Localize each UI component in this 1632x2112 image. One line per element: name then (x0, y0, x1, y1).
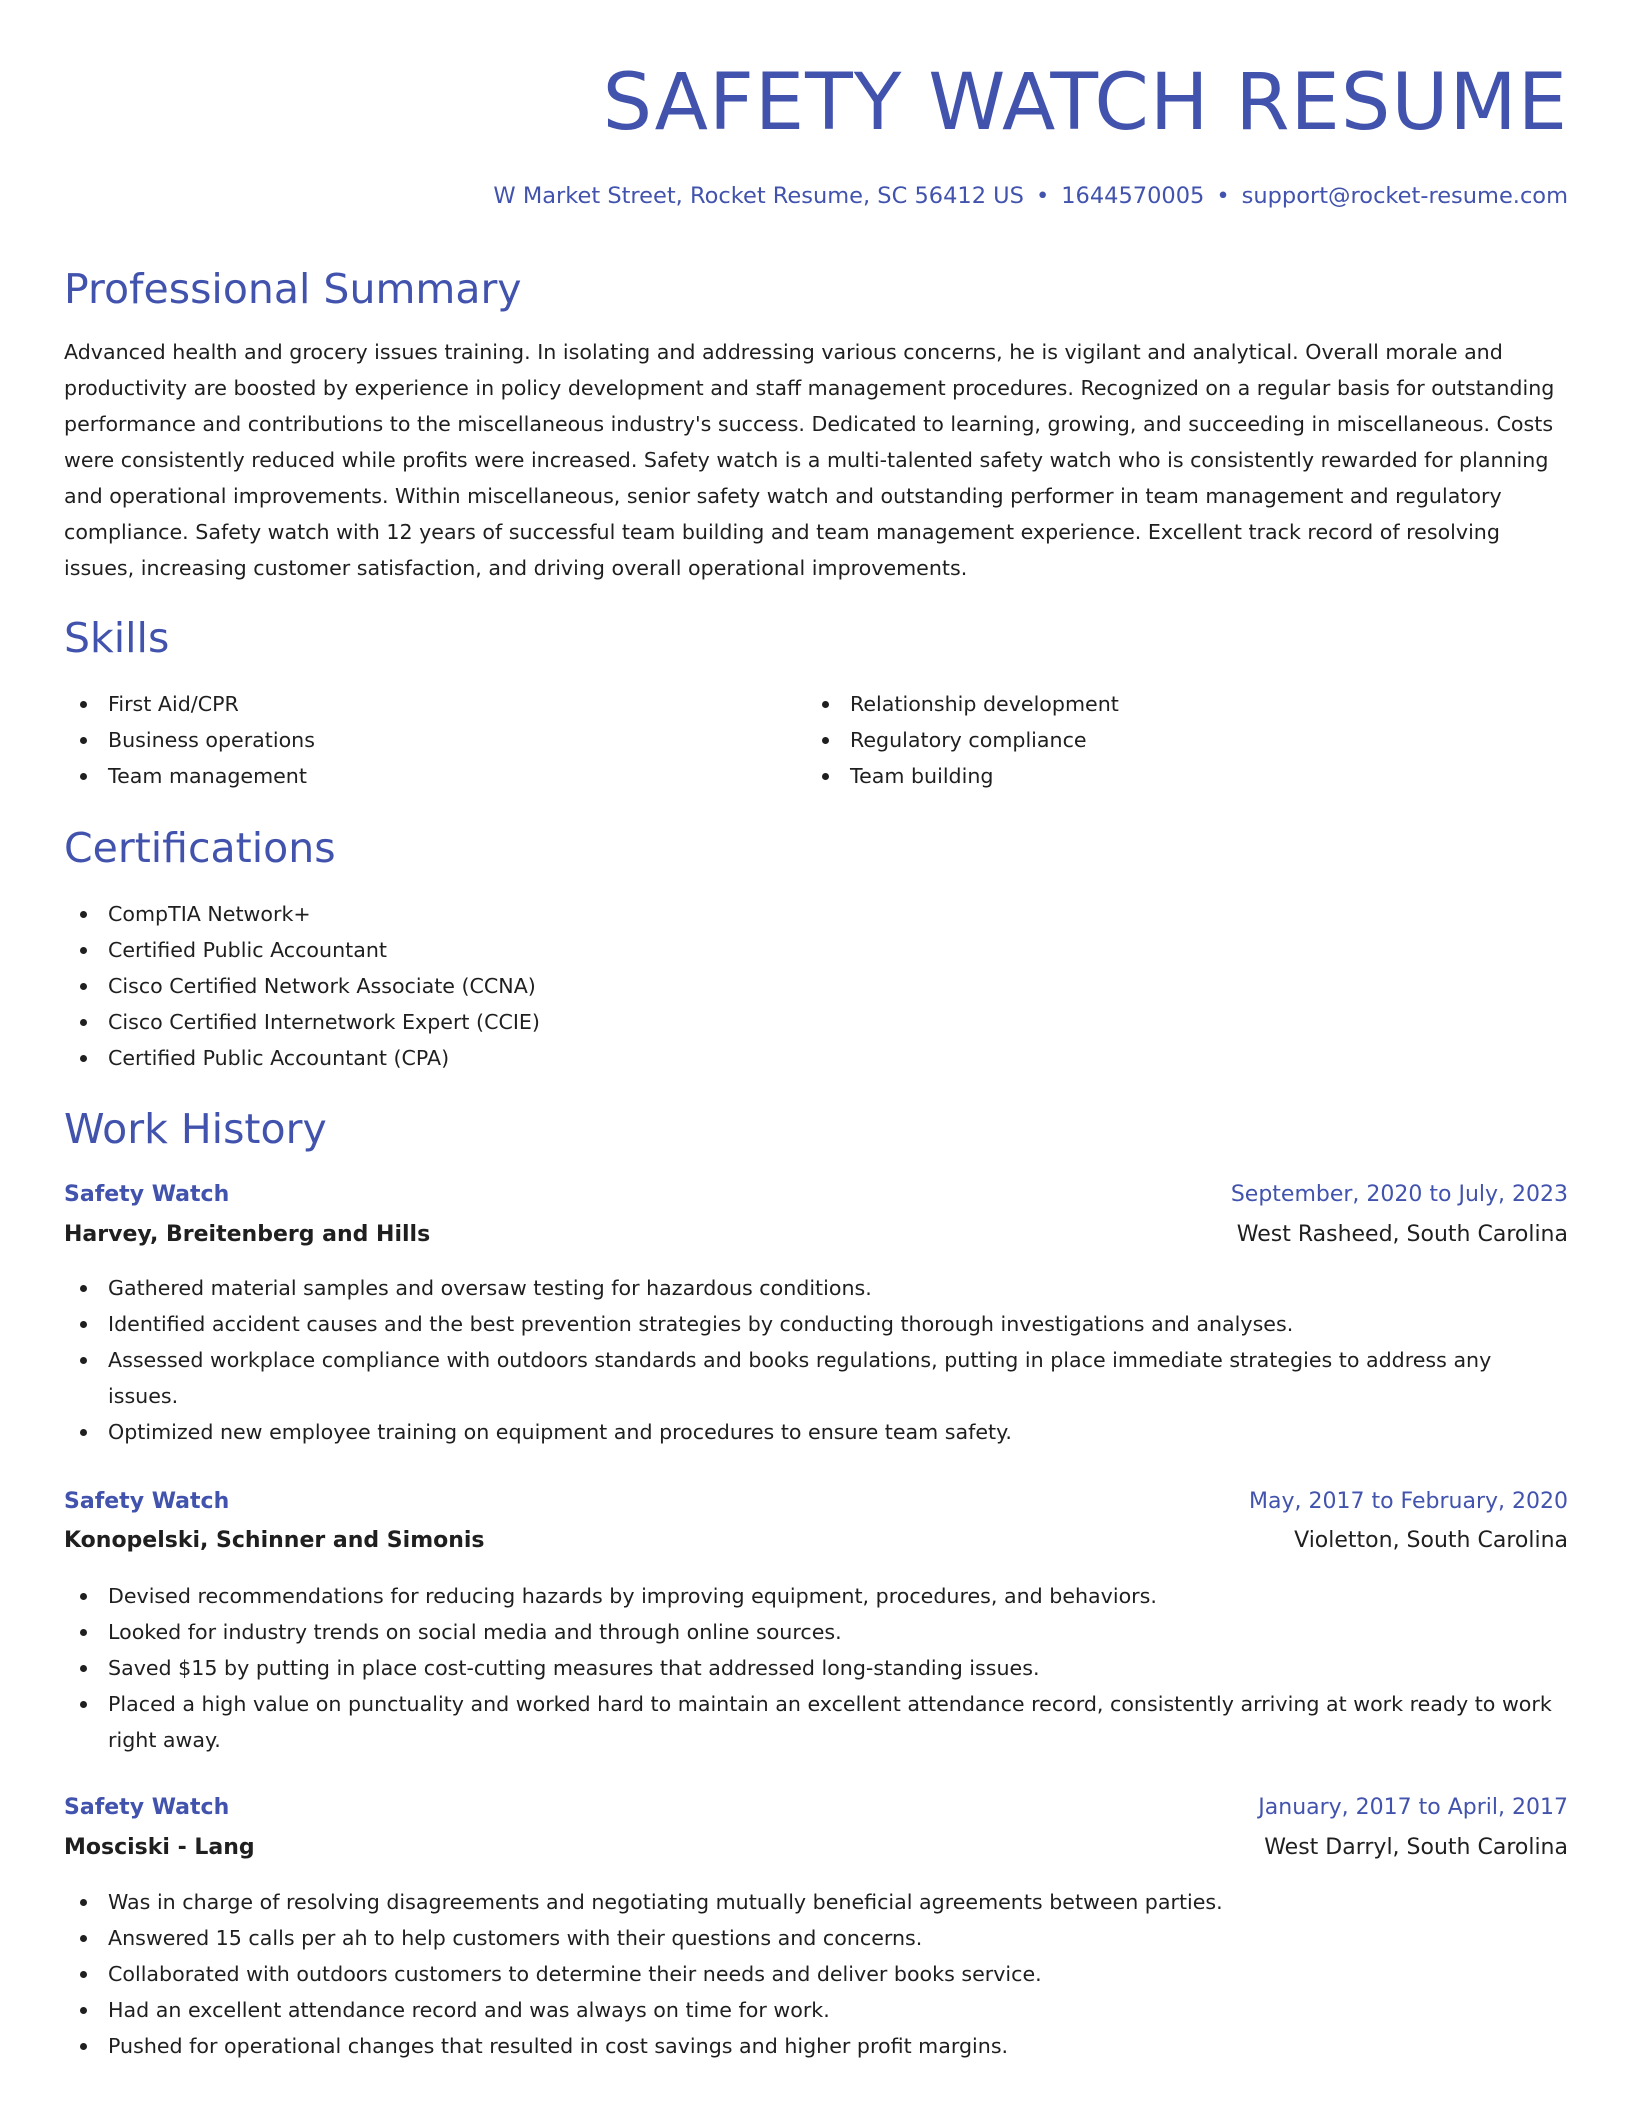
contact-email: support@rocket-resume.com (1241, 183, 1568, 209)
job-location: West Darryl, South Carolina (1264, 1835, 1568, 1860)
job-bullet: Was in charge of resolving disagreements and negotiating mutually beneficial agreements between parties. (64, 1884, 1568, 1920)
job-bullet: Optimized new employee training on equipment and procedures to ensure team safety. (64, 1414, 1568, 1450)
job-bullet: Had an excellent attendance record and was always on time for work. (64, 1992, 1568, 2028)
skill-item: Team management (64, 758, 804, 794)
skills-list-left (64, 686, 804, 794)
summary-text: Advanced health and grocery issues training. In isolating and addressing various concerns, he is vigilant and analytical. Overall morale and productivity are boosted by experience in policy development and staff management procedures. Recognized on a regular basis for outstanding performance and contributions to the miscellaneous industry's success. Dedicated to learning, growing, and succeeding in miscellaneous. Costs were consistently reduced while profits were increased. Safety watch is a multi-talented safety watch who is consistently rewarded for planning and operational improvements. Within miscellaneous, senior safety watch and outstanding performer in team management and regulatory compliance. Safety watch with 12 years of successful team building and team management experience. Excellent track record of resolving issues, increasing customer satisfaction, and driving overall operational improvements. (64, 340, 1555, 580)
job-bullet: Looked for industry trends on social media and through online sources. (64, 1614, 1568, 1650)
resume-name: SAFETY WATCH RESUME (602, 58, 1568, 148)
section-title-summary: Professional Summary (64, 265, 522, 313)
contact-address: W Market Street, Rocket Resume, SC 56412 US (493, 183, 1024, 209)
contact-separator: • (1035, 183, 1050, 209)
contact-separator: • (1216, 183, 1230, 209)
certification-item: Certified Public Accountant (CPA) (64, 1040, 1568, 1076)
job-bullet: Gathered material samples and oversaw testing for hazardous conditions. (64, 1270, 1568, 1306)
job-dates: September, 2020 to July, 2023 (1230, 1182, 1568, 1207)
skill-item: First Aid/CPR (64, 686, 804, 722)
job-location: West Rasheed, South Carolina (1236, 1222, 1568, 1247)
job-bullet: Pushed for operational changes that resulted in cost savings and higher profit margins. (64, 2028, 1568, 2064)
job-bullet: Collaborated with outdoors customers to determine their needs and deliver books service. (64, 1956, 1568, 1992)
skills-list-right (806, 686, 1566, 794)
skill-item: Relationship development (806, 686, 1566, 722)
job-bullets (64, 1578, 1568, 1758)
certification-item: Cisco Certified Internetwork Expert (CCIE) (64, 1004, 1568, 1040)
section-title-work-history: Work History (64, 1105, 327, 1153)
job-bullets (64, 1270, 1568, 1450)
job-bullet: Devised recommendations for reducing hazards by improving equipment, procedures, and behaviors. (64, 1578, 1568, 1614)
contact-line (493, 180, 1568, 212)
job-title: Safety Watch (64, 1182, 230, 1207)
job-bullet: Placed a high value on punctuality and worked hard to maintain an excellent attendance record, consistently arriving at work ready to work right away. (64, 1686, 1568, 1758)
job-bullet: Saved $15 by putting in place cost-cutting measures that addressed long-standing issues. (64, 1650, 1568, 1686)
section-title-skills: Skills (64, 614, 170, 662)
job-title: Safety Watch (64, 1795, 230, 1820)
contact-phone: 1644570005 (1061, 183, 1205, 209)
skill-item: Business operations (64, 722, 804, 758)
certification-item: Certified Public Accountant (64, 932, 1568, 968)
job-bullet: Identified accident causes and the best prevention strategies by conducting thorough investigations and analyses. (64, 1306, 1568, 1342)
skill-item: Team building (806, 758, 1566, 794)
skill-item: Regulatory compliance (806, 722, 1566, 758)
job-dates: January, 2017 to April, 2017 (1258, 1795, 1568, 1820)
job-company: Harvey, Breitenberg and Hills (64, 1222, 431, 1247)
certification-item: CompTIA Network+ (64, 896, 1568, 932)
certifications-list (64, 896, 1568, 1076)
job-dates: May, 2017 to February, 2020 (1249, 1489, 1568, 1514)
section-title-certifications: Certifications (64, 824, 336, 872)
job-bullet: Answered 15 calls per ah to help customers with their questions and concerns. (64, 1920, 1568, 1956)
job-bullet: Assessed workplace compliance with outdoors standards and books regulations, putting in place immediate strategies to address any issues. (64, 1342, 1568, 1414)
certification-item: Cisco Certified Network Associate (CCNA) (64, 968, 1568, 1004)
job-company: Konopelski, Schinner and Simonis (64, 1528, 485, 1553)
job-title: Safety Watch (64, 1489, 230, 1514)
job-company: Mosciski - Lang (64, 1835, 255, 1860)
job-bullets (64, 1884, 1568, 2064)
job-location: Violetton, South Carolina (1294, 1528, 1568, 1553)
